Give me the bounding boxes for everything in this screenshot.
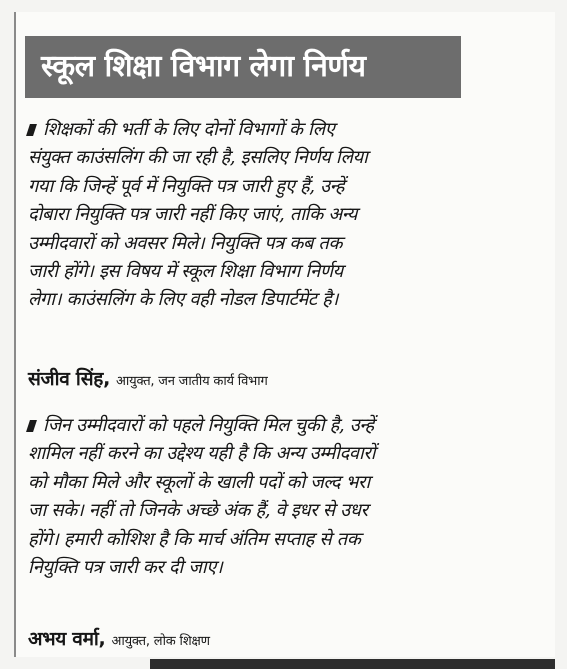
paragraph-1 (28, 116, 548, 315)
paragraph-2-line: जा सके। नहीं तो जिनके अच्छे अंक हैं, वे इधर से उधर (28, 500, 368, 522)
byline-1-name: संजीव सिंह, (28, 368, 111, 390)
paragraph-2 (28, 412, 548, 582)
paragraph-1-line: जारी होंगे। इस विषय में स्कूल शिक्षा विभाग निर्णय (28, 261, 343, 283)
paragraph-2-line: होंगे। हमारी कोशिश है कि मार्च अंतिम सप्ताह से तक (28, 528, 361, 550)
paragraph-1-line: गया कि जिन्हें पूर्व में नियुक्ति पत्र जारी हुए हैं, उन्हें (28, 175, 345, 197)
paragraph-2-line (28, 412, 548, 440)
paragraph-1-line: लेगा। काउंसलिंग के लिए वही नोडल डिपार्टमेंट है। (28, 289, 339, 311)
byline-2 (28, 625, 210, 651)
paragraph-1-line: संयुक्त काउंसलिंग की जा रही है, इसलिए निर्णय लिया (28, 147, 368, 169)
bullet-icon (26, 124, 37, 136)
paragraph-2-line: को मौका मिले और स्कूलों के खाली पदों को जल्द भरा (28, 471, 370, 493)
byline-2-role: आयुक्त, लोक शिक्षण (111, 634, 210, 649)
byline-2-name: अभय वर्मा, (28, 628, 106, 650)
byline-1-role: आयुक्त, जन जातीय कार्य विभाग (116, 374, 268, 389)
paragraph-1-line (28, 116, 548, 144)
paragraph-2-line-text: जिन उम्मीदवारों को पहले नियुक्ति मिल चुकी है, उन्हें (43, 415, 374, 436)
bottom-edge-strip (150, 659, 555, 669)
paragraph-2-line: शामिल नहीं करने का उद्देश्य यही है कि अन्य उम्मीदवारों (28, 443, 376, 465)
paragraph-2-line: नियुक्ति पत्र जारी कर दी जाए। (28, 557, 223, 579)
paragraph-1-line-text: शिक्षकों की भर्ती के लिए दोनों विभागों के लिए (43, 119, 335, 140)
column-rule (14, 12, 16, 657)
byline-1 (28, 365, 268, 391)
bullet-icon (26, 420, 37, 432)
paragraph-1-line: उम्मीदवारों को अवसर मिले। नियुक्ति पत्र कब तक (28, 232, 343, 254)
paragraph-1-line: दोबारा नियुक्ति पत्र जारी नहीं किए जाएं, ताकि अन्य (28, 204, 358, 226)
headline: स्कूल शिक्षा विभाग लेगा निर्णय (25, 36, 461, 98)
